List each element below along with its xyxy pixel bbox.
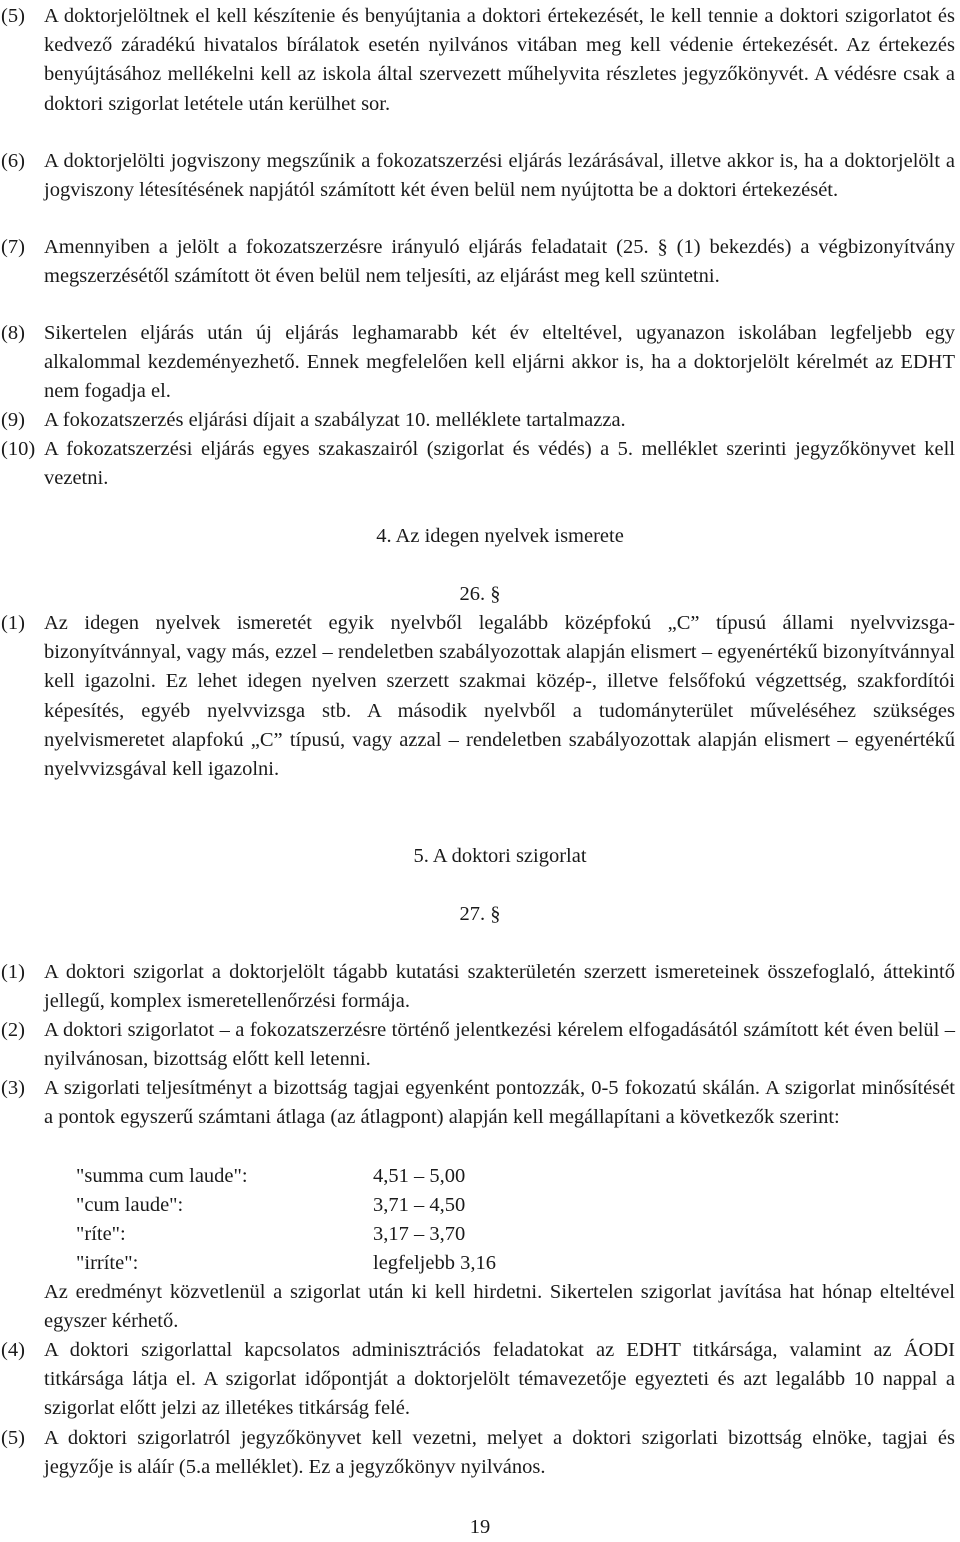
section-number: 26. § xyxy=(459,583,501,605)
paragraph-27-3 xyxy=(0,1074,960,1132)
paragraph-text: Sikertelen eljárás után új eljárás leghamarabb két év elteltével, ugyanazon iskolában legfeljebb egy alkalommal kezdeményezhető. Ennek megfelelően kell eljárni akkor is, ha a doktorjelölt kérelmét az EDHT nem fogadja el. xyxy=(44,322,955,403)
paragraph-9 xyxy=(0,406,960,435)
paragraph-27-2 xyxy=(0,1016,960,1074)
paragraph-number: (4) xyxy=(1,1339,25,1361)
grade-range: 3,17 – 3,70 xyxy=(373,1223,466,1245)
paragraph-number: (9) xyxy=(1,409,25,431)
paragraph-number: (2) xyxy=(1,1019,25,1041)
paragraph-text: A fokozatszerzési eljárás egyes szakaszairól (szigorlat és védés) a 5. melléklet szerinti jegyzőkönyvet kell vezetni. xyxy=(44,438,955,490)
paragraph-6 xyxy=(0,147,960,205)
paragraph-number: (3) xyxy=(1,1077,25,1099)
paragraph-27-5 xyxy=(0,1424,960,1482)
paragraph-5 xyxy=(0,2,960,119)
paragraph-text: A szigorlati teljesítményt a bizottság tagjai egyenként pontozzák, 0-5 fokozatú skálán. A szigorlat minősítését a pontok egyszerű számtani átlaga (az átlagpont) alapján kell megállapítani a következők szerint: xyxy=(44,1077,955,1129)
paragraph-10 xyxy=(0,435,960,493)
paragraph-27-4 xyxy=(0,1336,960,1424)
paragraph-number: (6) xyxy=(1,150,25,172)
paragraph-number: (10) xyxy=(1,438,36,460)
paragraph-8 xyxy=(0,319,960,407)
paragraph-text: A doktorjelölti jogviszony megszűnik a fokozatszerzési eljárás lezárásával, illetve akkor is, ha a doktorjelölt a jogviszony létesítésének napjától számított két éven belül nem nyújtotta be a doktori értekezését. xyxy=(44,150,955,202)
paragraph-text: A fokozatszerzés eljárási díjait a szabályzat 10. melléklete tartalmazza. xyxy=(44,409,626,431)
section-heading: 5. A doktori szigorlat xyxy=(413,845,587,867)
paragraph-27-1 xyxy=(0,958,960,1016)
paragraph-number: (1) xyxy=(1,612,25,634)
paragraph-text: Az idegen nyelvek ismeretét egyik nyelvből legalább középfokú „C” típusú állami nyelvvizsga-bizonyítvánnyal, vagy más, ezzel – rendeletben szabályozottak alapján elismert – egyenértékű bizonyítvánnyal kell igazolni. Ez lehet idegen nyelven szerzett szakmai közép-, illetve felsőfokú végzettség, szakfordítói képesítés, egyéb nyelvvizsga stb. A második nyelvből a tudományterület műveléséhez szükséges nyelvismeretet alapfokú „C” típusú, vagy azzal – rendeletben szabályozottak alapján elismert – egyenértékű nyelvvizsgával kell igazolni. xyxy=(44,612,955,781)
page-number: 19 xyxy=(469,1516,491,1538)
paragraph-number: (5) xyxy=(1,5,25,27)
grade-label: "cum laude": xyxy=(76,1194,184,1216)
paragraph-text: A doktorjelöltnek el kell készítenie és benyújtania a doktori értekezését, le kell tennie a doktori szigorlatot és kedvező záradékú hivatalos bírálatok esetén nyilvános vitában meg kell védenie értekezését. Az értekezés benyújtásához mellékelni kell az iskola által szervezett műhelyvita részletes jegyzőkönyvét. A védésre csak a doktori szigorlat letétele után kerülhet sor. xyxy=(44,5,955,115)
grade-label: "ríte": xyxy=(76,1223,126,1245)
paragraph-text: A doktori szigorlatról jegyzőkönyvet kell vezetni, melyet a doktori szigorlati bizottság elnöke, tagjai és jegyzője is aláír (5.a melléklet). Ez a jegyzőkönyv nyilvános. xyxy=(44,1427,955,1479)
paragraph-7 xyxy=(0,233,960,291)
grade-label: "summa cum laude": xyxy=(76,1165,248,1187)
paragraph-text: A doktori szigorlatot – a fokozatszerzésre történő jelentkezési kérelem elfogadásától számított két éven belül – nyilvánosan, bizottság előtt kell letenni. xyxy=(44,1019,955,1071)
paragraph-number: (1) xyxy=(1,961,25,983)
paragraph-number: (7) xyxy=(1,236,25,258)
section-number: 27. § xyxy=(459,903,501,925)
paragraph-number: (5) xyxy=(1,1427,25,1449)
paragraph-text: A doktori szigorlat a doktorjelölt tágabb kutatási szakterületén szerzett ismereteinek összefoglaló, áttekintő jellegű, komplex ismeretellenőrzési formája. xyxy=(44,961,955,1013)
paragraph-26-1 xyxy=(0,609,960,784)
paragraph-text: A doktori szigorlattal kapcsolatos adminisztrációs feladatokat az EDHT titkársága, valamint az ÁODI titkársága látja el. A szigorlat időpontját a doktorjelölt témavezetője egyezteti és azt legalább 10 nappal a szigorlat előtt jelzi az illetékes titkárság felé. xyxy=(44,1339,955,1420)
grade-range: 4,51 – 5,00 xyxy=(373,1165,466,1187)
grade-range: 3,71 – 4,50 xyxy=(373,1194,466,1216)
grade-label: "irríte": xyxy=(76,1252,139,1274)
paragraph-27-3-continuation: Az eredményt közvetlenül a szigorlat után ki kell hirdetni. Sikertelen szigorlat javítása hat hónap elteltével egyszer kérhető. xyxy=(44,1281,955,1333)
section-heading: 4. Az idegen nyelvek ismerete xyxy=(376,525,624,547)
paragraph-number: (8) xyxy=(1,322,25,344)
paragraph-text: Amennyiben a jelölt a fokozatszerzésre irányuló eljárás feladatait (25. § (1) bekezdés) a végbizonyítvány megszerzésétől számított öt éven belül nem teljesíti, az eljárást meg kell szüntetni. xyxy=(44,236,955,288)
grade-range: legfeljebb 3,16 xyxy=(373,1252,496,1274)
